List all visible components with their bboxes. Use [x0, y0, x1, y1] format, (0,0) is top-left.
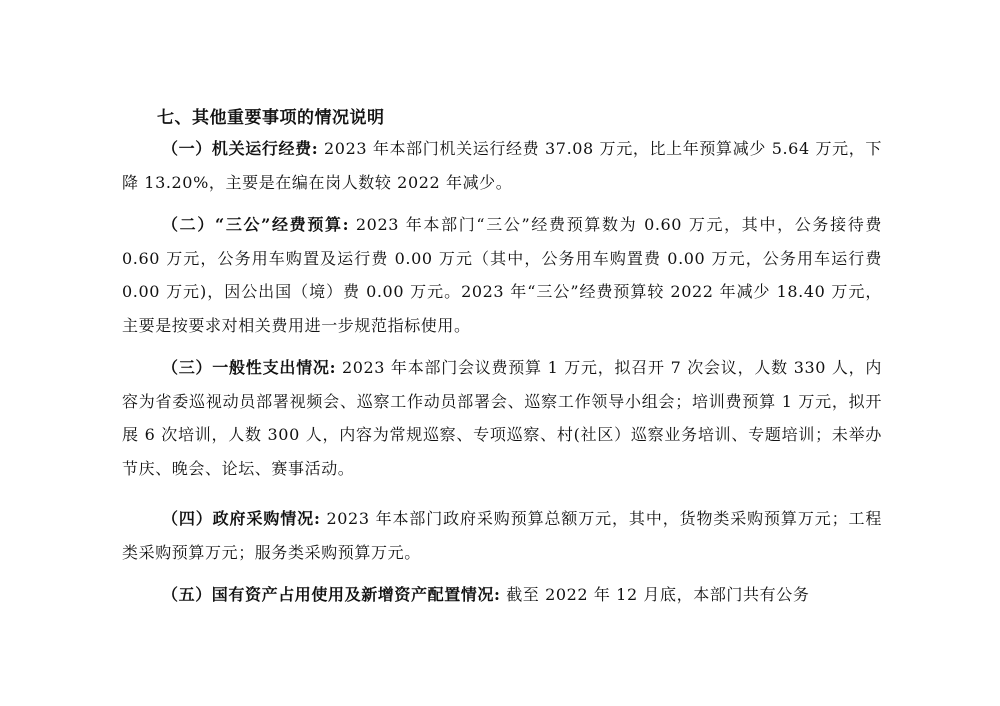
paragraph-body: 2023 年本部门机关运行经费 37.08 万元，比上年预算减少 5.64 万元，下降 13.20%，主要是在编在岗人数较 2022 年减少。: [122, 139, 882, 192]
section-title: 七、其他重要事项的情况说明: [157, 108, 385, 128]
paragraph-body: 2023 年本部门会议费预算 1 万元，拟召开 7 次会议，人数 330 人，内容为省委巡视动员部署视频会、巡察工作动员部署会、巡察工作领导小组会；培训费预算 1 万元，拟开展 6 次培训，人数 300 人，内容为常规巡察、专项巡察、村(社区）巡察业务培训、专题培训；未举办节庆、晚会、论坛、赛事活动。: [122, 358, 883, 478]
paragraph-lead: （五）国有资产占用使用及新增资产配置情况:: [162, 585, 501, 604]
paragraph-government-procurement: [122, 502, 882, 569]
paragraph-body: 2023 年本部门“三公”经费预算数为 0.60 万元，其中，公务接待费 0.60 万元，公务用车购置及运行费 0.00 万元（其中，公务用车购置费 0.00 万元，公务用车运行费 0.00 万元)，因公出国（境）费 0.00 万元。2023 年“三公”经费预算较 2022 年减少 18.40 万元，主要是按要求对相关费用进一步规范指标使用。: [122, 215, 883, 335]
paragraph-three-public-expenses: [122, 208, 882, 342]
paragraph-operating-expenses: [122, 132, 882, 199]
paragraph-state-assets: [122, 578, 882, 612]
paragraph-body: 2023 年本部门政府采购预算总额万元，其中，货物类采购预算万元；工程类采购预算万元；服务类采购预算万元。: [122, 509, 882, 562]
paragraph-lead: （二）“三公”经费预算:: [162, 215, 350, 234]
paragraph-lead: （四）政府采购情况:: [162, 509, 321, 528]
paragraph-general-expenditure: [122, 351, 882, 485]
paragraph-lead: （一）机关运行经费:: [162, 139, 319, 158]
paragraph-lead: （三）一般性支出情况:: [162, 358, 337, 377]
paragraph-body: 截至 2022 年 12 月底，本部门共有公务: [500, 585, 810, 604]
